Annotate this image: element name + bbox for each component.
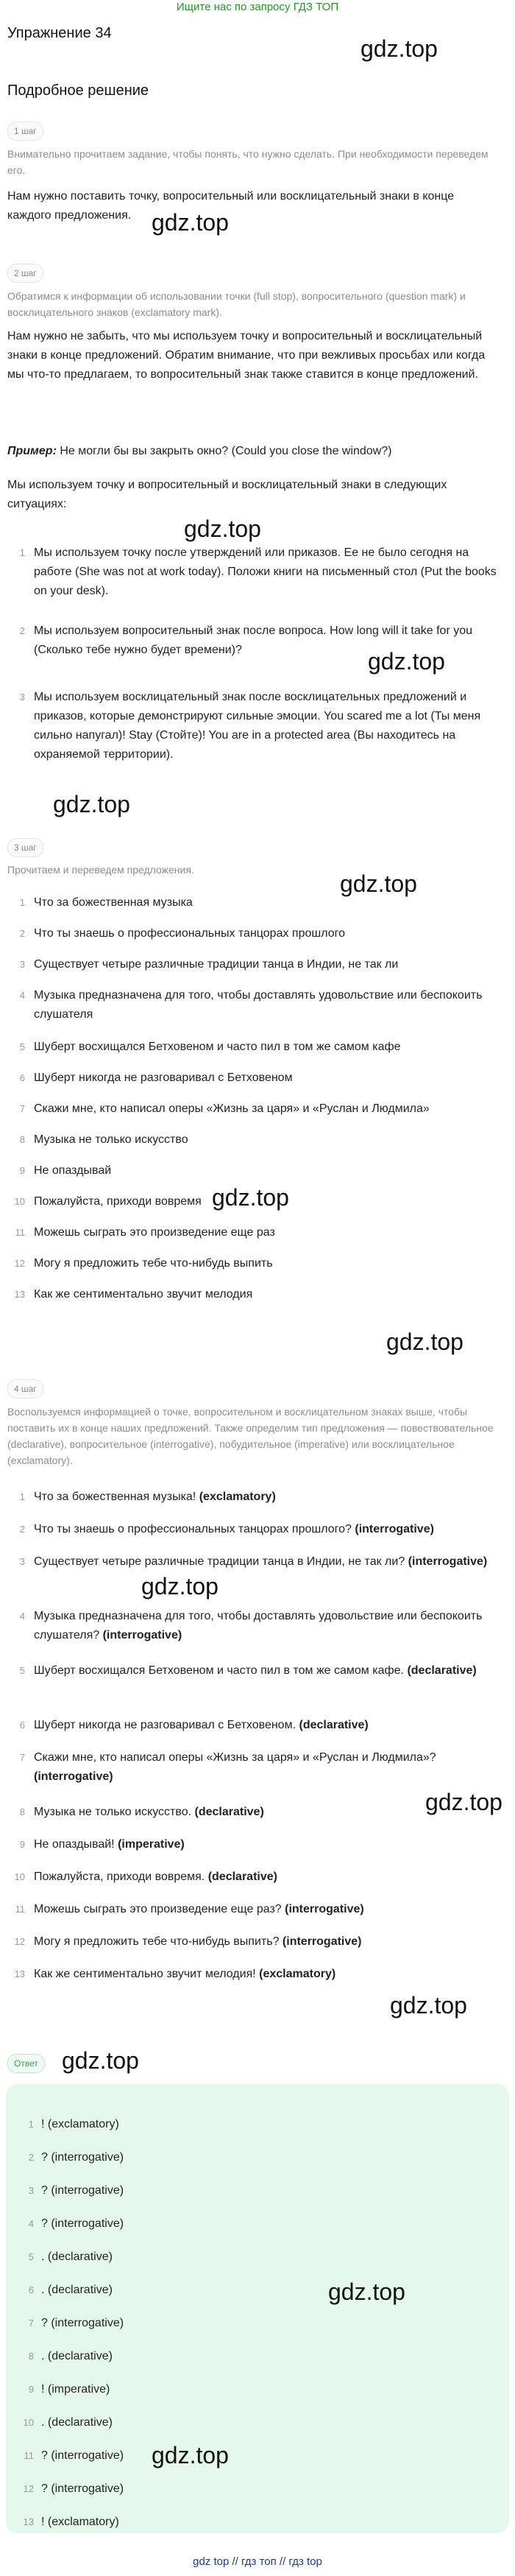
item-text [34,1520,497,1539]
sentence: Пожалуйста, приходи вовремя. [34,1871,205,1883]
sentence: Музыка предназначена для того, чтобы доставлять удовольствие или беспокоить слушателя? [34,1610,483,1641]
item-text: ! (exclamatory) [41,2118,119,2130]
item-text: Мы используем восклицательный знак после восклицательных предложений и приказов, которые демонстрируют сильные эмоции. You scared me a lot (Ты меня сильно напугал)! Stay (Стойте)! You are in a protected area (Вы находитесь на охраняемой территории). [34,691,481,761]
watermark: gdz.top [360,35,438,62]
item-number: 3 [19,959,25,970]
sentence-type: (declarative) [194,1806,264,1818]
item-number: 9 [19,1839,25,1850]
item-number: 13 [14,1968,25,1979]
step-1-body: Нам нужно поставить точку, вопросительный или восклицательный знаки в конце каждого предложения. [7,190,455,222]
item-text [34,1748,497,1787]
sentence-type: (interrogative) [408,1555,488,1568]
sentence-type: (interrogative) [285,1903,364,1915]
item-number: 2 [19,928,25,939]
watermark: gdz.top [152,209,229,236]
sentence: Что ты знаешь о профессиональных танцорах прошлого? [34,1523,352,1535]
item-text: Пожалуйста, приходи вовремя [34,1195,202,1208]
watermark: gdz.top [340,870,417,897]
sentence: Скажи мне, кто написал оперы «Жизнь за царя» и «Руслан и Людмила»? [34,1751,436,1764]
item-number: 2 [19,1524,25,1535]
sentence: Могу я предложить тебе что-нибудь выпить? [34,1935,280,1948]
watermark: gdz.top [152,2442,229,2468]
item-number: 2 [28,2152,34,2163]
item-text: Скажи мне, кто написал оперы «Жизнь за царя» и «Руслан и Людмила» [34,1102,430,1115]
item-text: Существует четыре различные традиции танца в Индии, не так ли [34,958,399,971]
item-text [34,1900,497,1919]
watermark: gdz.top [62,2047,139,2074]
item-text [34,1488,497,1507]
item-text: ? (interrogative) [41,2449,124,2462]
item-number: 5 [19,1665,25,1676]
step-1-badge: 1 шаг [7,122,43,141]
step-3-badge: 3 шаг [7,838,43,857]
item-number: 1 [19,547,25,558]
item-number: 3 [19,691,25,703]
sentence: Не опаздывай! [34,1838,115,1851]
item-text [34,1868,497,1887]
item-text: Могу я предложить тебе что-нибудь выпить [34,1257,273,1270]
sentence-type: (imperative) [118,1838,185,1851]
item-text: Музыка не только искусство [34,1133,188,1146]
item-text [34,1661,497,1681]
item-number: 9 [28,2384,34,2395]
item-number: 3 [28,2185,34,2196]
item-text: Шуберт восхищался Бетховеном и часто пил в том же самом кафе [34,1041,401,1053]
step-2-usage-intro: Мы используем точку и вопросительный и восклицательный знаки в следующих ситуациях: [7,479,447,510]
item-text: ? (interrogative) [41,2217,124,2230]
sentence-type: (declarative) [299,1719,369,1731]
section-subtitle: Подробное решение [7,82,149,99]
watermark: gdz.top [425,1789,502,1815]
item-number: 8 [28,2351,34,2362]
footer-links[interactable]: gdz top // гдз топ // гдз top [193,2555,322,2568]
item-number: 11 [24,2450,34,2461]
item-text [34,1932,497,1952]
watermark: gdz.top [184,515,261,542]
item-text: ! (exclamatory) [41,2516,119,2528]
item-text: ? (interrogative) [41,2317,124,2329]
item-number: 1 [28,2119,34,2130]
page-title: Упражнение 34 [7,25,112,41]
item-text: ? (interrogative) [41,2184,124,2197]
item-number: 4 [19,1611,25,1622]
item-number: 13 [23,2516,34,2527]
item-text: Шуберт никогда не разговаривал с Бетховеном [34,1071,293,1084]
item-number: 4 [19,990,25,1001]
sentence-type: (interrogative) [34,1770,113,1783]
sentence: Шуберт никогда не разговаривал с Бетховеном. [34,1719,296,1731]
item-number: 10 [14,1871,25,1882]
sentence: Можешь сыграть это произведение еще раз? [34,1903,282,1915]
item-text: Музыка предназначена для того, чтобы доставлять удовольствие или беспокоить слушателя [34,989,483,1021]
sentence-type: (declarative) [207,1871,277,1883]
item-text [34,1835,497,1854]
item-number: 12 [14,1936,25,1947]
watermark: gdz.top [368,648,445,675]
item-number: 5 [19,1041,25,1052]
watermark: gdz.top [53,791,130,817]
item-number: 12 [23,2483,34,2494]
top-link[interactable]: Ищите нас по запросу ГДЗ ТОП [176,1,339,13]
item-text: ? (interrogative) [41,2151,124,2164]
item-text: Как же сентиментально звучит мелодия [34,1288,253,1301]
item-number: 8 [19,1134,25,1145]
item-text: Не опаздывай [34,1164,112,1177]
item-text: . (declarative) [41,2416,113,2429]
item-text: . (declarative) [41,2350,113,2362]
sentence-type: (exclamatory) [259,1968,336,1980]
item-text: Что за божественная музыка [34,896,193,909]
watermark: gdz.top [328,2278,405,2305]
watermark: gdz.top [141,1573,219,1600]
step-2-intro: Обратимся к информации об использовании точки (full stop), вопросительного (question mark) и восклицательного знаков (exclamatory mark). [7,290,466,318]
watermark: gdz.top [390,1992,467,2019]
sentence-type: (interrogative) [355,1523,434,1535]
item-text [34,1716,497,1735]
item-text [34,1607,497,1645]
sentence-type: (declarative) [407,1664,477,1677]
item-number: 4 [28,2218,34,2229]
sentence: Шуберт восхищался Бетховеном и часто пил в том же самом кафе. [34,1664,404,1677]
item-text: ! (imperative) [41,2383,110,2396]
item-number: 3 [19,1556,25,1567]
item-number: 1 [19,1491,25,1502]
item-text: Что ты знаешь о профессиональных танцорах прошлого [34,927,346,940]
item-number: 6 [19,1720,25,1731]
item-number: 12 [14,1258,25,1269]
answer-badge: Ответ [7,2054,45,2073]
item-number: 2 [19,625,25,636]
step-2-example [7,442,500,461]
sentence-type: (interrogative) [102,1629,182,1641]
item-number: 6 [19,1072,25,1083]
example-label: Пример: [7,445,57,457]
step-1-intro: Внимательно прочитаем задание, чтобы понять, что нужно сделать. При необходимости переведем его. [7,148,489,176]
item-number: 10 [14,1196,25,1207]
item-number: 7 [19,1752,25,1763]
sentence-type: (exclamatory) [199,1491,276,1503]
item-text: Мы используем точку после утверждений или приказов. Ее не было сегодня на работе (She was not at work today). Положи книги на письменный стол (Put the books on your desk). [34,546,497,597]
item-number: 6 [28,2284,34,2295]
item-text: Можешь сыграть это произведение еще раз [34,1226,275,1239]
item-number: 7 [28,2318,34,2329]
sentence: Существует четыре различные традиции танца в Индии, не так ли? [34,1555,405,1568]
item-number: 8 [19,1806,25,1817]
item-number: 10 [23,2417,34,2428]
step-4-badge: 4 шаг [7,1379,43,1398]
step-3-intro: Прочитаем и переведем предложения. [7,864,194,876]
sentence-type: (interrogative) [282,1935,362,1948]
item-text: ? (interrogative) [41,2482,124,2495]
watermark: gdz.top [212,1184,289,1211]
step-2-body: Нам нужно не забыть, что мы используем точку и вопросительный и восклицательный знаки в конце предложений. Обратим внимание, что при вежливых просьбах или когда мы что-то предлагаем, то вопросительный знак также ставится в конце предложений. [7,330,486,381]
item-text [34,1965,497,1984]
item-number: 11 [15,1227,25,1238]
item-number: 5 [28,2251,34,2262]
item-text: . (declarative) [41,2284,113,2296]
step-2-badge: 2 шаг [7,264,43,283]
sentence: Что за божественная музыка! [34,1491,196,1503]
item-number: 7 [19,1103,25,1114]
item-number: 1 [19,897,25,908]
item-text: . (declarative) [41,2251,113,2263]
watermark: gdz.top [386,1329,464,1355]
sentence: Как же сентиментально звучит мелодия! [34,1968,256,1980]
sentence: Музыка не только искусство. [34,1806,192,1818]
item-number: 11 [15,1904,25,1915]
example-text: Не могли бы вы закрыть окно? (Could you close the window?) [56,445,392,457]
item-number: 9 [19,1165,25,1176]
item-number: 13 [14,1289,25,1300]
item-text: Мы используем вопросительный знак после вопроса. How long will it take for you (Сколько тебе нужно будет времени)? [34,624,473,656]
step-4-intro: Воспользуемся информацией о точке, вопросительном и восклицательном знаках выше, чтобы поставить их в конце наших предложений. Также определим тип предложения — повествовательное (declarative), вопросительное (interrogative), побудительное (imperative) или восклицательное (exclamatory). [7,1406,494,1466]
item-text [34,1552,497,1572]
